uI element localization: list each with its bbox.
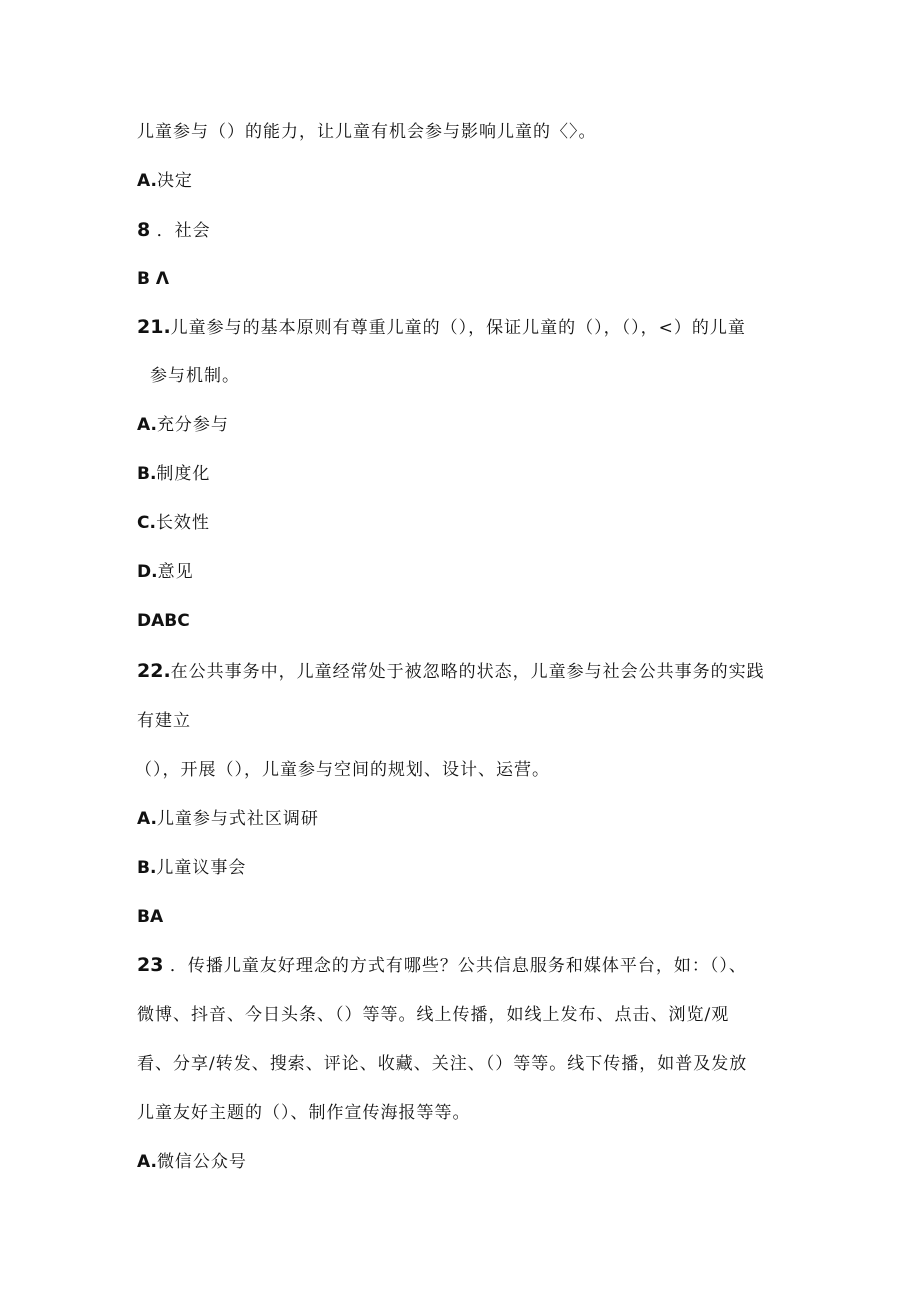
question-23-line-3: 看、分享/转发、搜索、评论、收藏、关注、（）等等。线下传播，如普及发放: [137, 1054, 748, 1074]
option-a-wechat-official-account: [137, 1151, 247, 1173]
option-text: 微信公众号: [156, 1152, 247, 1172]
option-text: 充分参与: [156, 415, 229, 435]
question-23-line-4: 儿童友好主题的（）、制作宣传海报等等。: [137, 1103, 471, 1123]
option-label: A.: [137, 809, 157, 829]
option-label: B.: [137, 464, 157, 484]
answer-22: BA: [137, 907, 164, 927]
option-8-society: [137, 219, 211, 242]
option-text: 儿童议事会: [156, 858, 247, 878]
option-text: 长效性: [155, 513, 210, 533]
line-text: 儿童参与（）的能力，让儿童有机会参与影响儿童的〈〉。: [137, 122, 597, 142]
question-23-line-1: [137, 954, 747, 977]
option-label: B.: [137, 858, 157, 878]
option-label: A.: [137, 171, 157, 191]
option-label: A.: [137, 1152, 157, 1172]
option-a-full-participation: [137, 414, 229, 436]
question-number: 23: [137, 954, 164, 976]
question-22-line-1: [137, 660, 765, 683]
question-23-line-2: 微博、抖音、今日头条、（）等等。线上传播，如线上发布、点击、浏览/观: [137, 1005, 730, 1025]
question-number: 22.: [137, 660, 171, 682]
option-label: A.: [137, 415, 157, 435]
option-label: D.: [137, 562, 158, 582]
option-c-long-term: [137, 512, 210, 534]
option-text: 决定: [156, 171, 193, 191]
question-21-line-1: [137, 316, 746, 339]
answer-20: B Λ: [137, 269, 170, 289]
option-label: C.: [137, 513, 156, 533]
option-text: ．社会: [156, 221, 211, 241]
option-text: 制度化: [156, 464, 211, 484]
option-d-opinion: [137, 561, 194, 583]
question-text: ．传播儿童友好理念的方式有哪些？公共信息服务和媒体平台，如：（）、: [169, 956, 747, 976]
question-20-continuation: [137, 121, 597, 143]
question-21-line-2: 参与机制。: [150, 366, 240, 386]
option-b-institutionalization: [137, 463, 210, 485]
option-text: 意见: [157, 562, 194, 582]
question-text: 儿童参与的基本原则有尊重儿童的（），保证儿童的（），（），<）的儿童: [170, 318, 746, 338]
option-a-community-research: [137, 808, 319, 830]
question-number: 21.: [137, 316, 171, 338]
question-text: 在公共事务中，儿童经常处于被忽略的状态，儿童参与社会公共事务的实践: [170, 662, 765, 682]
question-22-line-3: （），开展（），儿童参与空间的规划、设计、运营。: [135, 760, 550, 780]
option-text: 儿童参与式社区调研: [156, 809, 319, 829]
option-label: 8: [137, 219, 151, 241]
option-b-children-council: [137, 857, 246, 879]
question-22-line-2: 有建立: [137, 711, 191, 731]
answer-21: DABC: [137, 611, 190, 631]
option-a-decide: [137, 170, 193, 192]
